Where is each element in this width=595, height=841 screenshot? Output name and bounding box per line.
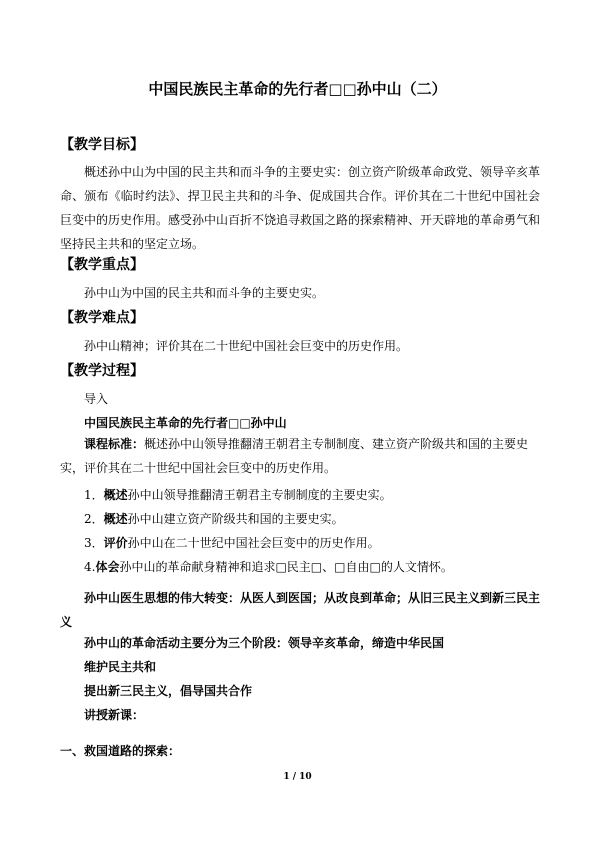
stage-three: 提出新三民主义，倡导国共合作 (84, 684, 253, 698)
difficult-heading: 【教学难点】 (60, 310, 144, 326)
intro-label: 导入 (84, 392, 109, 406)
standard-label: 课程标准： (84, 437, 145, 451)
process-heading: 【教学过程】 (60, 363, 144, 379)
goals-heading: 【教学目标】 (60, 137, 144, 153)
difficult-text: 孙中山精神；评价其在二十世纪中国社会巨变中的历史作用。 (84, 339, 409, 353)
stages-line: 孙中山的革命活动主要分为三个阶段：领导辛亥革命，缔造中华民国 (84, 636, 445, 650)
list-item: 2．概述孙中山建立资产阶级共和国的主要史实。 (84, 512, 344, 526)
list-item: 1．概述孙中山领导推翻清王朝君主专制制度的主要史实。 (84, 488, 392, 502)
page-title: 中国民族民主革命的先行者□□孙中山（二） (148, 80, 447, 98)
goals-text: 概述孙中山为中国的民主共和而斗争的主要史实：创立资产阶级革命政党、领导辛亥革命、颁布《临时约法》、捍卫民主共和的斗争、促成国共合作。评价其在二十世纪中国社会巨变中的历史作用。感受孙中山百折不饶追寻救国之路的探索精神、开天辟地的革命勇气和坚持民主共和的坚定立场。 (60, 165, 541, 251)
topic-line: 中国民族民主革命的先行者□□孙中山 (84, 416, 287, 430)
stage-two: 维护民主共和 (84, 660, 157, 674)
key-text: 孙中山为中国的民主共和而斗争的主要史实。 (84, 286, 325, 300)
thought-transform: 孙中山医生思想的伟大转变：从医人到医国；从改良到革命；从旧三民主义到新三民主义 (60, 591, 541, 629)
section-heading: 一、救国道路的探索： (60, 744, 181, 758)
key-heading: 【教学重点】 (60, 257, 144, 273)
list-item: 4.体会孙中山的革命献身精神和追求□民主□、□自由□的人文情怀。 (84, 560, 453, 574)
list-item: 3．评价孙中山在二十世纪中国社会巨变中的历史作用。 (84, 536, 380, 550)
curriculum-standard (60, 432, 540, 480)
standard-text: 概述孙中山领导推翻清王朝君主专制制度、建立资产阶级共和国的主要史实，评价其在二十世纪中国社会巨变中的历史作用。 (60, 437, 529, 475)
page-number: 1 / 10 (283, 772, 312, 782)
new-lesson: 讲授新课： (84, 708, 145, 722)
